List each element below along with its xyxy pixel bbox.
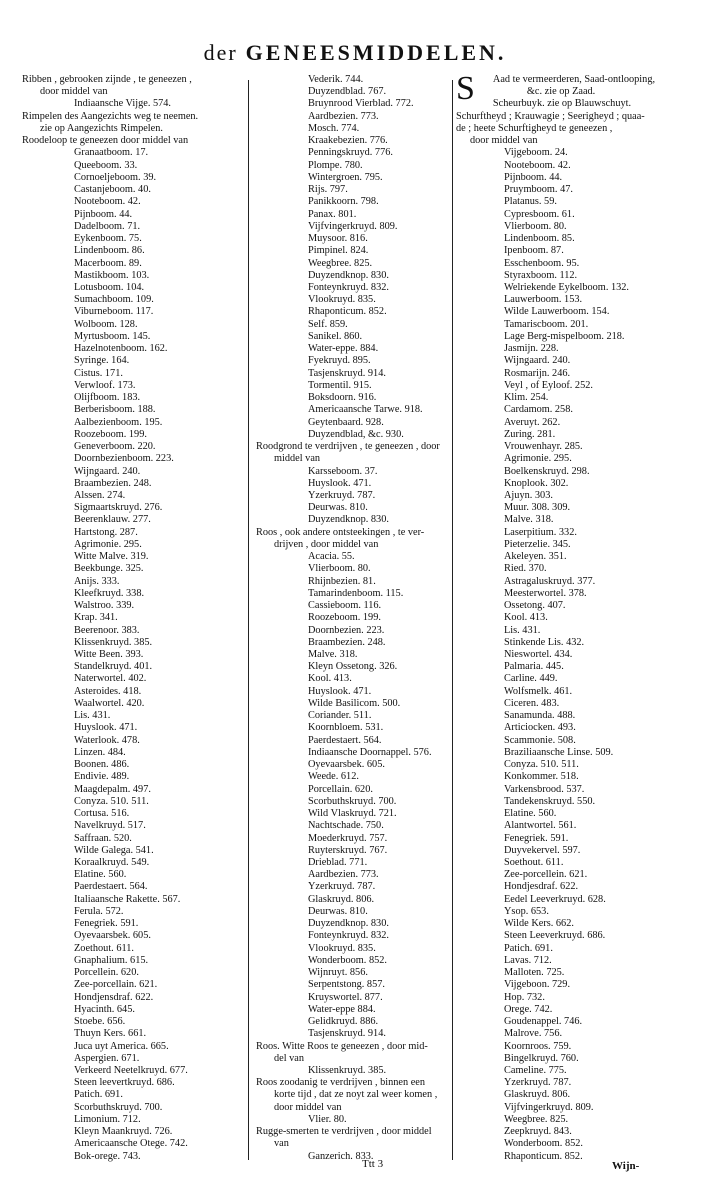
index-sub-entry: Muysoor. 816. bbox=[308, 233, 368, 245]
index-sub-entry: Yzerkruyd. 787. bbox=[504, 1077, 572, 1089]
index-sub-entry: Orege. 742. bbox=[504, 1003, 553, 1015]
index-sub-entry: Platanus. 59. bbox=[504, 196, 557, 208]
index-entry: zie op Aangezichts Rimpelen. bbox=[40, 122, 163, 134]
index-sub-entry: Paerdestaert. 564. bbox=[74, 881, 148, 893]
index-sub-entry: Fenegriek. 591. bbox=[504, 832, 569, 844]
index-sub-entry: Americaansche Otege. 742. bbox=[74, 1138, 188, 1150]
index-sub-entry: Zee-porcellein. 621. bbox=[504, 869, 588, 881]
index-sub-entry: Aardbezien. 773. bbox=[308, 869, 379, 881]
index-entry: Rimpelen des Aangezichts weg te neemen. bbox=[22, 110, 199, 122]
index-sub-entry: Alantwortel. 561. bbox=[504, 820, 577, 832]
index-entry: drijven , door middel van bbox=[274, 538, 379, 550]
index-sub-entry: Boelkenskruyd. 298. bbox=[504, 465, 590, 477]
index-sub-entry: Macerboom. 89. bbox=[74, 257, 142, 269]
index-sub-entry: Scorbuthskruyd. 700. bbox=[308, 795, 397, 807]
index-sub-entry: Juca uyt America. 665. bbox=[74, 1040, 169, 1052]
index-sub-entry: Oyevaarsbek. 605. bbox=[74, 930, 151, 942]
index-sub-entry: Kool. 413. bbox=[308, 673, 352, 685]
index-sub-entry: Pijnboom. 44. bbox=[504, 171, 563, 183]
index-sub-entry: Tamarindenboom. 115. bbox=[308, 587, 404, 599]
index-sub-entry: Rhijnbezien. 81. bbox=[308, 575, 376, 587]
index-sub-entry: Vederik. 744. bbox=[308, 74, 364, 85]
index-sub-entry: Lotusboom. 104. bbox=[74, 281, 145, 293]
index-entry: Schurftheyd ; Krauwagie ; Seerigheyd ; quaa- bbox=[456, 110, 645, 122]
running-header bbox=[0, 40, 710, 66]
index-sub-entry: Doornbezien. 223. bbox=[308, 624, 385, 636]
index-sub-entry: Lavas. 712. bbox=[504, 954, 552, 966]
index-sub-entry: Indiaansche Doornappel. 576. bbox=[308, 746, 432, 758]
index-sub-entry: Malve. 318. bbox=[504, 514, 554, 526]
index-sub-entry: Tasjenskruyd. 914. bbox=[308, 1028, 386, 1040]
column-rule-left bbox=[248, 80, 249, 1160]
index-sub-entry: Weede. 612. bbox=[308, 771, 359, 783]
index-entry: Rugge-smerten te verdrijven , door middel bbox=[256, 1126, 432, 1138]
index-sub-entry: Paerdestaert. 564. bbox=[308, 734, 382, 746]
index-sub-entry: Hondjesdraf. 622. bbox=[504, 881, 579, 893]
index-sub-entry: Tormentil. 915. bbox=[308, 379, 372, 391]
index-sub-entry: Water-eppe. 884. bbox=[308, 343, 379, 355]
index-sub-entry: Carline. 449. bbox=[504, 673, 558, 685]
index-sub-entry: Coriander. 511. bbox=[308, 710, 372, 722]
index-sub-entry: Astragaluskruyd. 377. bbox=[504, 575, 596, 587]
index-sub-entry: Pijnboom. 44. bbox=[74, 208, 133, 220]
index-sub-entry: Wilde Galega. 541. bbox=[74, 844, 154, 856]
index-sub-entry: Agrimonie. 295. bbox=[74, 538, 142, 550]
index-sub-entry: Sigmaartskruyd. 276. bbox=[74, 502, 163, 514]
index-sub-entry: Boksdoorn. 916. bbox=[308, 392, 377, 404]
index-entry: Ribben , gebrooken zijnde , te geneezen , bbox=[22, 74, 192, 85]
index-sub-entry: Viburneboom. 117. bbox=[74, 306, 154, 318]
index-sub-entry: Palmaria. 445. bbox=[504, 661, 564, 673]
index-sub-entry: Beerenoor. 383. bbox=[74, 624, 140, 636]
index-sub-entry: Koornbloem. 531. bbox=[308, 722, 384, 734]
index-sub-entry: Boonen. 486. bbox=[74, 759, 130, 771]
index-sub-entry: Tandekenskruyd. 550. bbox=[504, 795, 596, 807]
index-sub-entry: Italiaansche Rakette. 567. bbox=[74, 893, 181, 905]
index-sub-entry: Deurwas. 810. bbox=[308, 502, 368, 514]
index-sub-entry: Ipenboom. 87. bbox=[504, 245, 564, 257]
index-sub-entry: Vijfvingerkruyd. 809. bbox=[504, 1101, 594, 1113]
index-sub-entry: Vlierboom. 80. bbox=[504, 220, 567, 232]
index-sub-entry: Meesterwortel. 378. bbox=[504, 587, 587, 599]
index-sub-entry: Wolfsmelk. 461. bbox=[504, 685, 573, 697]
index-sub-entry: Witte Been. 393. bbox=[74, 649, 144, 661]
index-sub-entry: Rosmarijn. 246. bbox=[504, 367, 571, 379]
index-sub-entry: Veyl , of Eyloof. 252. bbox=[504, 379, 593, 391]
index-sub-entry: Fonteynkruyd. 832. bbox=[308, 281, 389, 293]
index-sub-entry: Self. 859. bbox=[308, 318, 348, 330]
index-sub-entry: Huyslook. 471. bbox=[74, 722, 138, 734]
index-sub-entry: Steen leevertkruyd. 686. bbox=[74, 1077, 175, 1089]
index-entry: door middel van bbox=[470, 135, 538, 147]
index-sub-entry: Glaskruyd. 806. bbox=[504, 1089, 571, 1101]
index-sub-entry: Rhaponticum. 852. bbox=[308, 306, 387, 318]
index-sub-entry: Drieblad. 771. bbox=[308, 857, 368, 868]
index-sub-entry: Gnaphalium. 615. bbox=[74, 954, 149, 966]
index-sub-entry: Koraalkruyd. 549. bbox=[74, 857, 150, 868]
index-sub-entry: Konkommer. 518. bbox=[504, 771, 579, 783]
index-sub-entry: Hazelnotenboom. 162. bbox=[74, 343, 168, 355]
index-entry: van bbox=[274, 1138, 289, 1150]
index-sub-entry: Fenegriek. 591. bbox=[74, 918, 139, 930]
index-sub-entry: Wijngaard. 240. bbox=[504, 355, 571, 367]
index-entry: korte tijd , dat ze noyt zal weer komen , bbox=[274, 1089, 438, 1101]
index-sub-entry: Mosch. 774. bbox=[308, 122, 360, 134]
index-sub-entry: &c. zie op Zaad. bbox=[526, 86, 596, 98]
index-sub-entry: Kool. 413. bbox=[504, 612, 548, 624]
index-sub-entry: Esschenboom. 95. bbox=[504, 257, 580, 269]
index-sub-entry: Sanamunda. 488. bbox=[504, 710, 576, 722]
index-sub-entry: Koornroos. 759. bbox=[504, 1040, 572, 1052]
index-entry: door middel van bbox=[40, 86, 108, 98]
index-sub-entry: Panikkoorn. 798. bbox=[308, 196, 379, 208]
index-sub-entry: Kleefkruyd. 338. bbox=[74, 587, 145, 599]
index-sub-entry: Ganzerich. 833. bbox=[308, 1150, 374, 1162]
index-sub-entry: Plompe. 780. bbox=[308, 159, 363, 171]
index-sub-entry: Huyslook. 471. bbox=[308, 685, 372, 697]
index-entry: Roos , ook andere ontsteekingen , te ver- bbox=[256, 526, 425, 538]
index-sub-entry: Alssen. 274. bbox=[74, 489, 126, 501]
drop-cap: S bbox=[456, 70, 475, 107]
index-sub-entry: Klim. 254. bbox=[504, 392, 549, 404]
index-sub-entry: Aspergien. 671. bbox=[74, 1052, 140, 1064]
index-sub-entry: Lis. 431. bbox=[74, 710, 111, 722]
index-sub-entry: Weegbree. 825. bbox=[504, 1113, 569, 1125]
index-sub-entry: Fonteynkruyd. 832. bbox=[308, 930, 389, 942]
index-sub-entry: Scorbuthskruyd. 700. bbox=[74, 1101, 163, 1113]
index-sub-entry: Knoplook. 302. bbox=[504, 477, 569, 489]
index-sub-entry: Olijfboom. 183. bbox=[74, 392, 141, 404]
index-sub-entry: Wilde Basilicom. 500. bbox=[308, 697, 401, 709]
index-sub-entry: Pieterzelie. 345. bbox=[504, 538, 571, 550]
index-sub-entry: Bok-orege. 743. bbox=[74, 1150, 141, 1162]
index-sub-entry: Nachtschade. 750. bbox=[308, 820, 384, 832]
index-sub-entry: Ferula. 572. bbox=[74, 905, 124, 917]
index-sub-entry: Wilde Kers. 662. bbox=[504, 918, 574, 930]
index-sub-entry: Agrimonie. 295. bbox=[504, 453, 572, 465]
index-sub-entry: Fyekruyd. 895. bbox=[308, 355, 371, 367]
index-sub-entry: Vlier. 80. bbox=[308, 1113, 347, 1125]
index-sub-entry: Sanikel. 860. bbox=[308, 330, 363, 342]
header-title: GENEESMIDDELEN. bbox=[245, 40, 507, 65]
index-sub-entry: Laserpitium. 332. bbox=[504, 526, 577, 538]
index-sub-entry: Nooteboom. 42. bbox=[504, 159, 571, 171]
index-sub-entry: Syringe. 164. bbox=[74, 355, 130, 367]
index-sub-entry: Waalwortel. 420. bbox=[74, 697, 145, 709]
index-sub-entry: Vlookruyd. 835. bbox=[308, 942, 376, 954]
index-sub-entry: Aalbezienboom. 195. bbox=[74, 416, 163, 428]
index-sub-entry: Serpentstong. 857. bbox=[308, 979, 385, 991]
index-sub-entry: Zeepkruyd. 843. bbox=[504, 1126, 572, 1138]
index-sub-entry: Doornbezienboom. 223. bbox=[74, 453, 174, 465]
index-sub-entry: Zoethout. 611. bbox=[74, 942, 134, 954]
index-sub-entry: Eykenboom. 75. bbox=[74, 233, 142, 245]
index-entry: de ; heete Schurftigheyd te geneezen , bbox=[456, 122, 613, 134]
index-sub-entry: Americaansche Tarwe. 918. bbox=[308, 404, 423, 416]
index-sub-entry: Aardbezien. 773. bbox=[308, 110, 379, 122]
index-sub-entry: Conyza. 510. 511. bbox=[74, 795, 149, 807]
index-sub-entry: Pruymboom. 47. bbox=[504, 184, 573, 196]
index-sub-entry: Verwloof. 173. bbox=[74, 379, 136, 391]
index-sub-entry: Kleyn Ossetong. 326. bbox=[308, 661, 398, 673]
index-sub-entry: Braambezien. 248. bbox=[308, 636, 386, 648]
index-sub-entry: Sumachboom. 109. bbox=[74, 294, 154, 306]
index-sub-entry: Glaskruyd. 806. bbox=[308, 893, 375, 905]
index-sub-entry: Thuyn Kers. 661. bbox=[74, 1028, 147, 1040]
index-sub-entry: Kruyswortel. 877. bbox=[308, 991, 383, 1003]
index-sub-entry: Braambezien. 248. bbox=[74, 477, 152, 489]
index-entry: Roodgrond te verdrijven , te geneezen , door bbox=[256, 441, 440, 453]
index-sub-entry: Malve. 318. bbox=[308, 649, 358, 661]
index-sub-entry: Standelkruyd. 401. bbox=[74, 661, 153, 673]
index-sub-entry: Wijngaard. 240. bbox=[74, 465, 141, 477]
index-sub-entry: Asteroides. 418. bbox=[74, 685, 142, 697]
index-sub-entry: Ysop. 653. bbox=[504, 905, 549, 917]
index-sub-entry: Klissenkruyd. 385. bbox=[74, 636, 153, 648]
index-sub-entry: Rijs. 797. bbox=[308, 184, 348, 196]
index-sub-entry: Nooteboom. 42. bbox=[74, 196, 141, 208]
index-sub-entry: Scammonie. 508. bbox=[504, 734, 576, 746]
index-sub-entry: Queeboom. 33. bbox=[74, 159, 138, 171]
index-sub-entry: Wintergroen. 795. bbox=[308, 171, 383, 183]
index-sub-entry: Tamariscboom. 201. bbox=[504, 318, 589, 330]
index-sub-entry: Vijgeboon. 729. bbox=[504, 979, 571, 991]
index-sub-entry: Walstroo. 339. bbox=[74, 600, 135, 612]
index-sub-entry: Lis. 431. bbox=[504, 624, 541, 636]
index-sub-entry: Yzerkruyd. 787. bbox=[308, 881, 376, 893]
index-sub-entry: Articiocken. 493. bbox=[504, 722, 576, 734]
index-sub-entry: Porcellain. 620. bbox=[308, 783, 373, 795]
index-sub-entry: Huyslook. 471. bbox=[308, 477, 372, 489]
catchword: Wijn- bbox=[612, 1160, 640, 1172]
index-entry: middel van bbox=[274, 453, 321, 465]
index-sub-entry: Patich. 691. bbox=[504, 942, 553, 954]
index-sub-entry: Hartstong. 287. bbox=[74, 526, 138, 538]
index-sub-entry: Vijgeboom. 24. bbox=[504, 147, 568, 159]
index-sub-entry: Moederkruyd. 757. bbox=[308, 832, 388, 844]
index-sub-entry: Porcellein. 620. bbox=[74, 967, 139, 979]
index-sub-entry: Averuyt. 262. bbox=[504, 416, 561, 428]
index-sub-entry: Eedel Leeverkruyd. 628. bbox=[504, 893, 606, 905]
index-sub-entry: Patich. 691. bbox=[74, 1089, 123, 1101]
index-sub-entry: Lindenboom. 86. bbox=[74, 245, 145, 257]
index-sub-entry: Conyza. 510. 511. bbox=[504, 759, 579, 771]
index-sub-entry: Deurwas. 810. bbox=[308, 905, 368, 917]
index-sub-entry: Vijfvingerkruyd. 809. bbox=[308, 220, 398, 232]
index-sub-entry: Hop. 732. bbox=[504, 991, 545, 1003]
index-sub-entry: Wonderboom. 852. bbox=[308, 954, 387, 966]
index-sub-entry: Lauwerboom. 153. bbox=[504, 294, 583, 306]
index-sub-entry: Welriekende Eykelboom. 132. bbox=[504, 281, 629, 293]
index-sub-entry: Ciceren. 483. bbox=[504, 697, 560, 709]
index-sub-entry: Ried. 370. bbox=[504, 563, 547, 575]
index-sub-entry: Bruynrood Vierblad. 772. bbox=[308, 98, 414, 110]
column-rule-right bbox=[452, 80, 453, 1160]
index-sub-entry: Berberisboom. 188. bbox=[74, 404, 156, 416]
index-sub-entry: Rhaponticum. 852. bbox=[504, 1150, 583, 1162]
index-sub-entry: Anijs. 333. bbox=[74, 575, 120, 587]
index-sub-entry: Cassieboom. 116. bbox=[308, 600, 382, 612]
index-sub-entry: Cypresboom. 61. bbox=[504, 208, 575, 220]
index-sub-entry: Ossetong. 407. bbox=[504, 600, 566, 612]
index-sub-entry: Zee-porcellain. 621. bbox=[74, 979, 158, 991]
index-sub-entry: Oyevaarsbek. 605. bbox=[308, 759, 385, 771]
index-sub-entry: Cameline. 775. bbox=[504, 1064, 567, 1076]
index-sub-entry: Duyvekervel. 597. bbox=[504, 844, 581, 856]
index-sub-entry: Endivie. 489. bbox=[74, 771, 130, 783]
index-sub-entry: Varkensbrood. 537. bbox=[504, 783, 585, 795]
index-sub-entry: Lage Berg-mispelboom. 218. bbox=[504, 330, 625, 342]
index-sub-entry: Wilde Lauwerboom. 154. bbox=[504, 306, 610, 318]
index-sub-entry: Limonium. 712. bbox=[74, 1113, 141, 1125]
index-sub-entry: Navelkruyd. 517. bbox=[74, 820, 146, 832]
index-sub-entry: Hondjensdraf. 622. bbox=[74, 991, 154, 1003]
index-sub-entry: Duyzendknop. 830. bbox=[308, 918, 389, 930]
index-column-3 bbox=[456, 70, 694, 1163]
index-sub-entry: Bingelkruyd. 760. bbox=[504, 1052, 579, 1064]
index-sub-entry: Soethout. 611. bbox=[504, 857, 564, 868]
index-sub-entry: Kleyn Maankruyd. 726. bbox=[74, 1126, 173, 1138]
index-sub-entry: Malrove. 756. bbox=[504, 1028, 563, 1040]
index-sub-entry: Malloten. 725. bbox=[504, 967, 565, 979]
index-sub-entry: Panax. 801. bbox=[308, 208, 357, 220]
index-sub-entry: Naterwortel. 402. bbox=[74, 673, 147, 685]
index-sub-entry: Cortusa. 516. bbox=[74, 808, 130, 820]
index-sub-entry: Beerenklauw. 277. bbox=[74, 514, 151, 526]
index-column-2 bbox=[256, 74, 452, 1163]
index-sub-entry: Geytenbaard. 928. bbox=[308, 416, 384, 428]
index-sub-entry: Geneverboom. 220. bbox=[74, 441, 156, 453]
index-sub-entry: Acacia. 55. bbox=[308, 551, 355, 563]
index-sub-entry: Dadelboom. 71. bbox=[74, 220, 141, 232]
index-sub-entry: Cistus. 171. bbox=[74, 367, 123, 379]
index-sub-entry: Vlookruyd. 835. bbox=[308, 294, 376, 306]
index-entry: door middel van bbox=[274, 1101, 342, 1113]
index-entry: Roos zoodanig te verdrijven , binnen een bbox=[256, 1077, 425, 1089]
index-sub-entry: Water-eppe 884. bbox=[308, 1003, 376, 1015]
index-sub-entry: Cardamom. 258. bbox=[504, 404, 573, 416]
index-sub-entry: Elatine. 560. bbox=[74, 869, 127, 881]
index-sub-entry: Jasmijn. 228. bbox=[504, 343, 559, 355]
index-sub-entry: Elatine. 560. bbox=[504, 808, 557, 820]
header-prefix: der bbox=[203, 40, 238, 65]
index-sub-entry: Penningskruyd. 776. bbox=[308, 147, 393, 159]
index-sub-entry: Saffraan. 520. bbox=[74, 832, 132, 844]
index-sub-entry: Pimpinel. 824. bbox=[308, 245, 369, 257]
index-sub-entry: Verkeerd Neetelkruyd. 677. bbox=[74, 1064, 188, 1076]
index-sub-entry: Vrouwenhayr. 285. bbox=[504, 441, 583, 453]
index-sub-entry: Weegbree. 825. bbox=[308, 257, 373, 269]
index-sub-entry: Styraxboom. 112. bbox=[504, 269, 578, 281]
index-sub-entry: Duyzendknop. 830. bbox=[308, 269, 389, 281]
index-sub-entry: Indiaansche Vijge. 574. bbox=[74, 98, 171, 110]
index-sub-entry: Karsseboom. 37. bbox=[308, 465, 378, 477]
index-sub-entry: Maagdepalm. 497. bbox=[74, 783, 151, 795]
index-entry: Aad te vermeerderen, Saad-ontlooping, bbox=[492, 74, 656, 85]
index-sub-entry: Mastikboom. 103. bbox=[74, 269, 150, 281]
index-sub-entry: Roozeboom. 199. bbox=[308, 612, 381, 624]
index-sub-entry: Duyzendknop. 830. bbox=[308, 514, 389, 526]
index-sub-entry: Yzerkruyd. 787. bbox=[308, 489, 376, 501]
index-sub-entry: Akeleyen. 351. bbox=[504, 551, 567, 563]
index-sub-entry: Muur. 308. 309. bbox=[504, 502, 571, 514]
index-sub-entry: Nieswortel. 434. bbox=[504, 649, 573, 661]
index-sub-entry: Witte Malve. 319. bbox=[74, 551, 149, 563]
index-sub-entry: Stoebe. 656. bbox=[74, 1016, 126, 1028]
index-sub-entry: Ruyterskruyd. 767. bbox=[308, 844, 388, 856]
index-sub-entry: Duyzendblad, &c. 930. bbox=[308, 428, 404, 440]
index-sub-entry: Castanjeboom. 40. bbox=[74, 184, 151, 196]
index-sub-entry: Zuring. 281. bbox=[504, 428, 556, 440]
index-sub-entry: Wonderboom. 852. bbox=[504, 1138, 583, 1150]
index-sub-entry: Wijnruyt. 856. bbox=[308, 967, 368, 979]
index-entry: Roodeloop te geneezen door middel van bbox=[22, 135, 189, 147]
index-sub-entry: Granaatboom. 17. bbox=[74, 147, 149, 159]
index-sub-entry: Braziliaansche Linse. 509. bbox=[504, 746, 614, 758]
index-sub-entry: Wolboom. 128. bbox=[74, 318, 138, 330]
index-sub-entry: Waterlook. 478. bbox=[74, 734, 140, 746]
index-sub-entry: Duyzendblad. 767. bbox=[308, 86, 387, 98]
index-sub-entry: Vlierboom. 80. bbox=[308, 563, 371, 575]
index-entry: Scheurbuyk. zie op Blauwschuyt. bbox=[492, 98, 632, 110]
index-sub-entry: Goudenappel. 746. bbox=[504, 1016, 583, 1028]
index-sub-entry: Klissenkruyd. 385. bbox=[308, 1064, 387, 1076]
index-sub-entry: Krap. 341. bbox=[74, 612, 118, 624]
index-sub-entry: Myrtusboom. 145. bbox=[74, 330, 151, 342]
index-sub-entry: Lindenboom. 85. bbox=[504, 233, 575, 245]
index-column-1 bbox=[22, 74, 244, 1163]
index-entry: Roos. Witte Roos te geneezen , door mid- bbox=[256, 1040, 428, 1052]
index-sub-entry: Kraakebezien. 776. bbox=[308, 135, 388, 147]
index-sub-entry: Linzen. 484. bbox=[74, 746, 126, 758]
index-sub-entry: Gelidkruyd. 886. bbox=[308, 1016, 379, 1028]
index-sub-entry: Ajuyn. 303. bbox=[504, 489, 553, 501]
index-entry: del van bbox=[274, 1052, 305, 1064]
index-sub-entry: Wild Vlaskruyd. 721. bbox=[308, 808, 397, 820]
index-sub-entry: Tasjenskruyd. 914. bbox=[308, 367, 386, 379]
page-signature: Ttt 3 bbox=[362, 1158, 384, 1170]
index-sub-entry: Hyacinth. 645. bbox=[74, 1003, 135, 1015]
index-sub-entry: Roozeboom. 199. bbox=[74, 428, 147, 440]
index-sub-entry: Cornoeljeboom. 39. bbox=[74, 171, 157, 183]
index-sub-entry: Steen Leeverkruyd. 686. bbox=[504, 930, 606, 942]
index-sub-entry: Beekbunge. 325. bbox=[74, 563, 144, 575]
index-sub-entry: Stinkende Lis. 432. bbox=[504, 636, 585, 648]
